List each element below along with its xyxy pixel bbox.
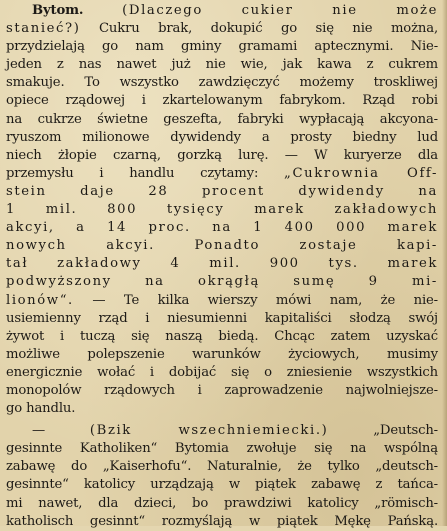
text-line xyxy=(6,219,438,237)
page-edge-shadow xyxy=(442,0,447,526)
spaced-text: stein daje 28 procent dywidendy na xyxy=(6,183,438,199)
body-text: możliwe polepszenie warunków życiowych, musimy xyxy=(6,346,438,362)
body-text: energicznie wołać i dobijać się o zniesienie wszystkich xyxy=(6,364,438,380)
text-line xyxy=(6,440,438,458)
body-text: monopolów rządowych i zaprowadzenie najwolniejsze- xyxy=(6,382,438,398)
text-line xyxy=(6,38,438,56)
text-line xyxy=(6,422,438,440)
body-text: ryuszom milionowe dywidendy a prosty biedny lud xyxy=(6,129,438,145)
newspaper-column xyxy=(6,2,438,531)
text-line xyxy=(6,382,438,400)
text-line xyxy=(6,328,438,346)
spaced-text: 1 mil. 800 tysięcy marek zakładowych xyxy=(6,202,438,218)
body-text: — Te kilka wierszy mówi nam, że nie- xyxy=(73,292,438,308)
body-text: gesinnte Katholiken“ Bytomia zwołuje się na wspólną xyxy=(6,441,438,457)
body-text: katholisch gesinnt“ rozmyślają w piątek Mękę Pańską. xyxy=(6,513,438,529)
text-line xyxy=(6,273,438,291)
spaced-text: tał zakładowy 4 mil. 900 tys. marek xyxy=(6,256,438,272)
body-text: zabawę do „Kaiserhofu“. Naturalnie, że tylko „deutsch- xyxy=(6,459,438,475)
text-line xyxy=(6,495,438,513)
body-text: „Deutsch- xyxy=(328,423,438,439)
spaced-text: akcyi, a 14 proc. na 1 400 000 marek xyxy=(6,220,438,236)
text-line xyxy=(6,74,438,92)
body-text: na cukrze świetne geszefta, fabryki wypłacają akcyona- xyxy=(6,111,438,127)
article-bzik xyxy=(6,422,438,531)
text-line xyxy=(6,476,438,494)
body-text: przemysłu i handlu czytamy: xyxy=(6,165,285,181)
text-line xyxy=(6,346,438,364)
body-text: go handlu. xyxy=(6,401,76,417)
text-line xyxy=(6,364,438,382)
spaced-text: nowych akcyi. Ponadto zostaje kapi- xyxy=(6,238,438,254)
body-text: opiece rządowej i zkartelowanym fabrykom. Rząd robi xyxy=(6,93,438,109)
text-line xyxy=(6,513,438,531)
spaced-text: lionów“. xyxy=(6,292,74,308)
body-text: smakuje. To wszystko zawdzięczyć możemy troskliwej xyxy=(6,75,438,91)
text-line xyxy=(6,56,438,74)
text-line xyxy=(6,92,438,110)
text-line xyxy=(6,129,438,147)
spaced-text: stanieć?) xyxy=(6,21,81,37)
text-line xyxy=(6,111,438,129)
spaced-text: (Dlaczego cukier nie może xyxy=(83,3,438,18)
body-text: niech żłopie czarną, gorzką lurę. — W kuryerze dla xyxy=(6,147,438,163)
body-text: Cukru brak, dokupić go się nie można, xyxy=(80,21,438,37)
body-text: żywot i tuczą się naszą biedą. Chcąc zatem uzyskać xyxy=(6,328,438,344)
text-line xyxy=(6,292,438,310)
spaced-text: „Cukrownia Off- xyxy=(284,165,438,181)
text-line xyxy=(6,310,438,328)
text-line xyxy=(6,400,438,418)
spaced-text: (Bzik wszechniemiecki.) xyxy=(89,423,329,439)
article-heading: Bytom. xyxy=(32,3,84,18)
body-text: — xyxy=(32,423,90,439)
body-text: jeden z nas nawet już nie wie, jak kawa z cukrem xyxy=(6,57,438,73)
body-text: mi nawet, dla dzieci, bo prawdziwi katolicy „römisch- xyxy=(6,495,438,511)
text-line xyxy=(6,20,438,38)
body-text: gesinnte“ katolicy urządzają w piątek zabawę z tańca- xyxy=(6,477,438,493)
text-line xyxy=(6,165,438,183)
text-line xyxy=(6,255,438,273)
body-text: usiemienny rząd i niesumienni kapitaliści słodzą swój xyxy=(6,310,438,326)
body-text: przydzielają go nam gminy gramami aptecznymi. Nie- xyxy=(6,39,438,55)
text-line xyxy=(6,147,438,165)
text-line xyxy=(6,458,438,476)
text-line xyxy=(6,183,438,201)
article-sugar xyxy=(6,2,438,418)
spaced-text: podwyższony na okrągłą sumę 9 mi- xyxy=(6,274,438,290)
text-line xyxy=(6,237,438,255)
text-line xyxy=(6,201,438,219)
text-line xyxy=(6,2,438,20)
